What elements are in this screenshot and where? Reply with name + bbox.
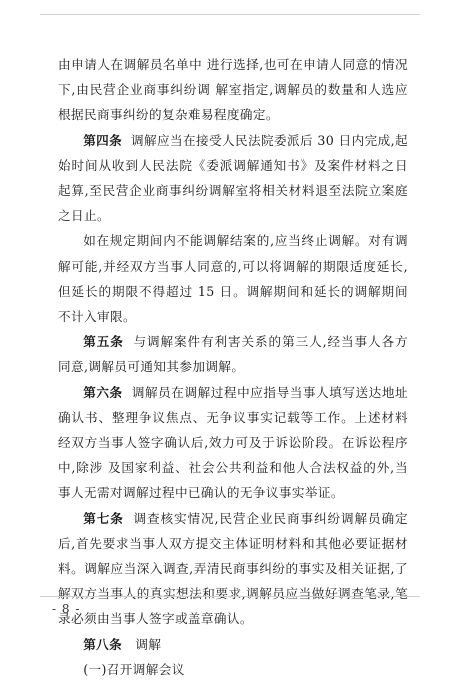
article-number: 第六条 — [83, 384, 123, 400]
footer-rule — [40, 596, 420, 597]
subsection-text: (一)召开调解会议 — [83, 661, 185, 677]
article-text: 调解 — [135, 636, 162, 652]
article-4 — [58, 128, 408, 229]
article-number: 第七条 — [83, 510, 124, 526]
article-number: 第八条 — [83, 636, 123, 652]
article-text: 调解员在调解过程中应指导当事人填写送达地址确认书、整理争议焦点、无争议事实记载等工作。上述材料经双方当事人签字确认后,效力可及于诉讼阶段。在诉讼程序中,除涉 及国家利益、社会公共利益和他人合法权益的外,当事人无需对调解过程中已确认的无争议事实举证。 — [58, 384, 408, 501]
body-text — [58, 52, 408, 682]
header-rule — [40, 14, 420, 15]
paragraph-continuation — [58, 52, 408, 128]
page-number: - 8 - — [52, 602, 81, 616]
paragraph-text: 如在规定期间内不能调解结案的,应当终止调解。对有调解可能,并经双方当事人同意的,可以将调解的期限适度延长,但延长的期限不得超过 15 日。调解期间和延长的调解期间不计入审限。 — [58, 233, 408, 325]
paragraph-text: 由申请人在调解员名单中 进行选择,也可在申请人同意的情况下,由民营企业商事纠纷调 解室指定,调解员的数量和人选应根据民商事纠纷的复杂难易程度确定。 — [58, 57, 408, 123]
article-text: 与调解案件有利害关系的第三人,经当事人各方同意,调解员可通知其参加调解。 — [58, 334, 408, 375]
article-number: 第四条 — [83, 132, 123, 148]
article-8 — [58, 632, 408, 657]
article-5 — [58, 329, 408, 379]
article-number: 第五条 — [83, 334, 124, 350]
article-text: 调查核实情况,民营企业民商事纠纷调解员确定后,首先要求当事人双方提交主体证明材料和其他必要证据材料。调解应当深入调查,弄清民商事纠纷的事实及相关证据,了 解双方当事人的真实想法和要求,调解员应当做好调查笔录,笔 录必须由当事人签字或盖章确认。 — [58, 510, 408, 627]
article-text: 调解应当在接受人民法院委派后 30 日内完成,起始时间从收到人民法院《委派调解通知书》及案件材料之日起算,至民营企业商事纠纷调解室将相关材料退至法院立案庭之日止。 — [58, 132, 409, 224]
paragraph-extension — [58, 228, 408, 329]
article-6 — [58, 380, 408, 506]
subsection-heading — [58, 657, 408, 682]
article-7 — [58, 506, 408, 632]
